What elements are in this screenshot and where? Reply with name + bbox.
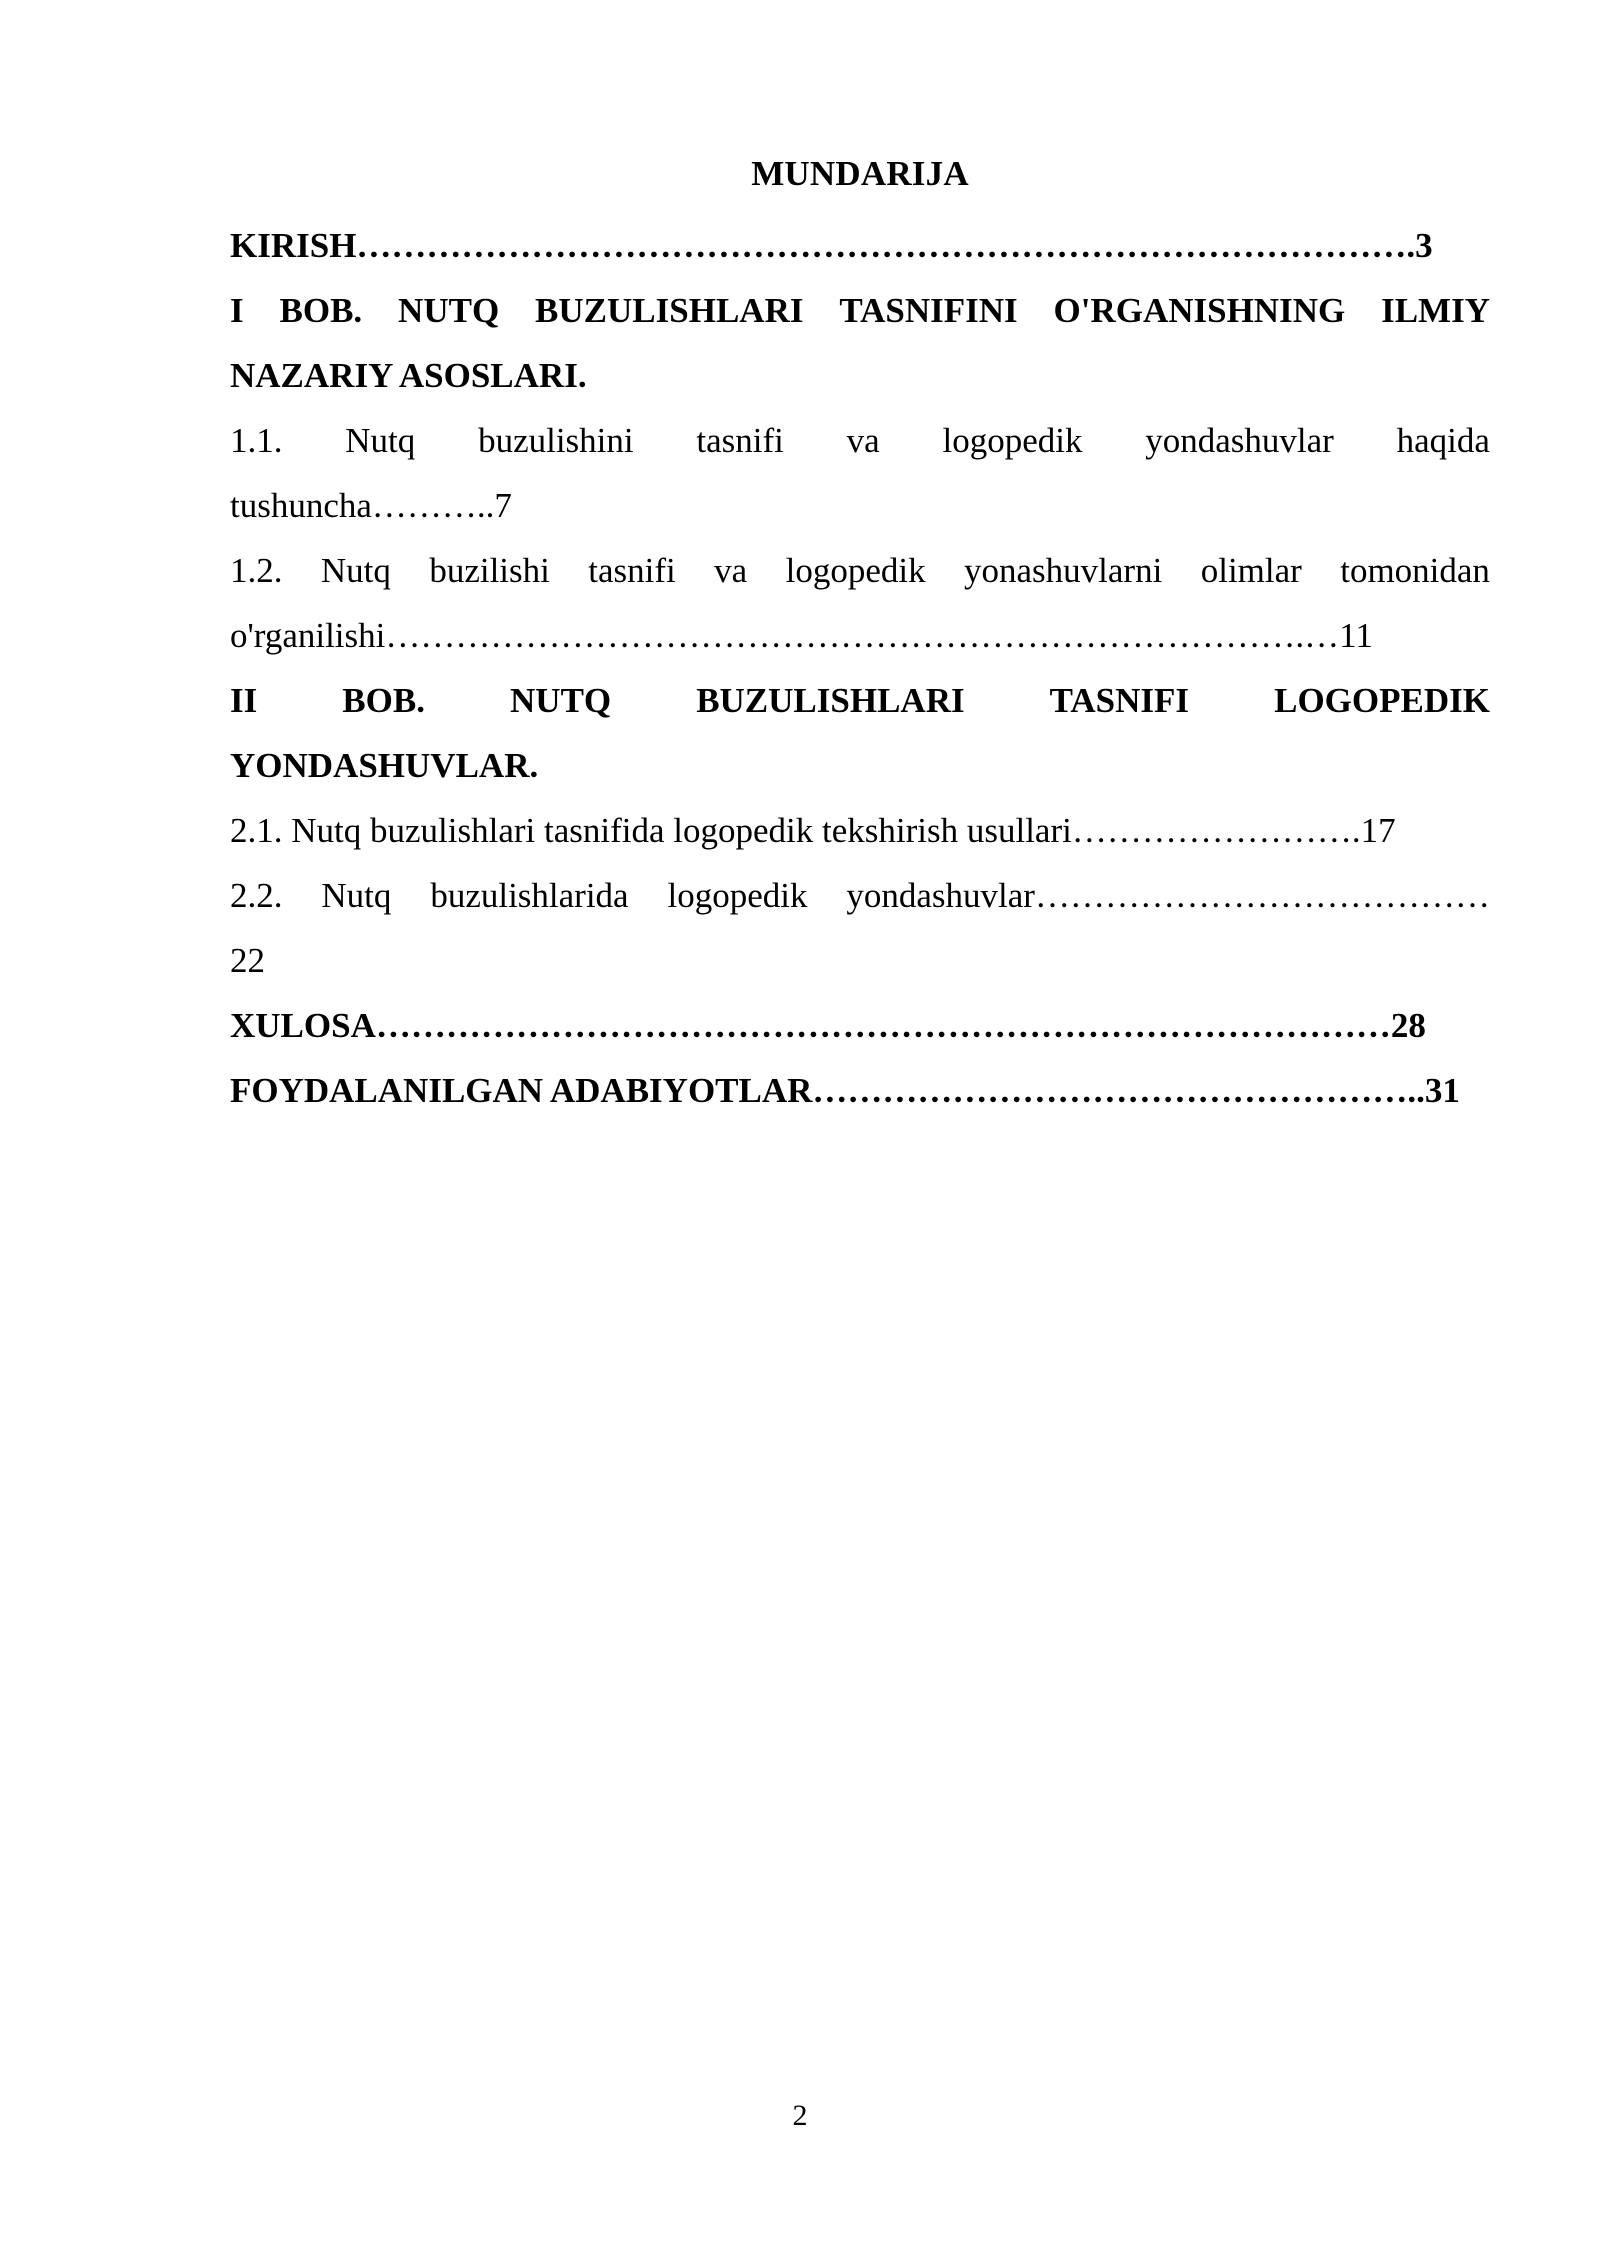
word: 1.1. bbox=[230, 421, 283, 460]
word: NUTQ bbox=[510, 681, 612, 720]
toc-title: MUNDARIJA bbox=[751, 154, 969, 193]
word: logopedik bbox=[785, 551, 926, 590]
word: BUZULISHLARI bbox=[535, 291, 804, 330]
toc-entry-section-2-1: 2.1. Nutq buzulishlari tasnifida logopedik tekshirish usullari…………………….17 bbox=[230, 811, 1396, 850]
word: olimlar bbox=[1200, 551, 1302, 590]
word: buzulishini bbox=[478, 421, 634, 460]
word: yondashuvlar bbox=[1145, 421, 1334, 460]
word: va bbox=[714, 551, 748, 590]
word: Nutq bbox=[321, 876, 392, 915]
toc-entry-xulosa: XULOSA……………………………………………………………………………28 bbox=[230, 1006, 1426, 1045]
toc-entry-chapter-2-line-1 bbox=[230, 668, 1490, 733]
toc-entry-section-2-2-line-2: 22 bbox=[230, 941, 265, 980]
word: BOB. bbox=[342, 681, 425, 720]
word: buzulishlarida bbox=[430, 876, 629, 915]
word: Nutq bbox=[345, 421, 416, 460]
word: TASNIFI bbox=[1049, 681, 1190, 720]
toc-entry-chapter-2-line-2: YONDASHUVLAR. bbox=[230, 746, 539, 785]
toc-entry-section-1-2-line-1 bbox=[230, 538, 1490, 603]
word: II bbox=[230, 681, 258, 720]
word: I bbox=[230, 291, 244, 330]
word: NUTQ bbox=[398, 291, 500, 330]
word: Nutq bbox=[320, 551, 391, 590]
word: 2.2. bbox=[230, 876, 283, 915]
word: yondashuvlar………………………………… bbox=[846, 876, 1490, 915]
word: haqida bbox=[1396, 421, 1490, 460]
toc-entry-section-1-1-line-1 bbox=[230, 408, 1490, 473]
table-of-contents bbox=[230, 148, 1490, 1123]
toc-entry-section-1-1-line-2: tushuncha………..7 bbox=[230, 486, 512, 525]
word: tasnifi bbox=[588, 551, 676, 590]
word: va bbox=[846, 421, 880, 460]
toc-entry-chapter-1-line-1 bbox=[230, 278, 1490, 343]
toc-entry-section-2-2-line-1 bbox=[230, 863, 1490, 928]
word: TASNIFINI bbox=[839, 291, 1018, 330]
word: BUZULISHLARI bbox=[696, 681, 965, 720]
toc-entry-chapter-1-line-2: NAZARIY ASOSLARI. bbox=[230, 356, 587, 395]
word: BOB. bbox=[279, 291, 363, 330]
word: ILMIY bbox=[1381, 291, 1490, 330]
word: O'RGANISHNING bbox=[1053, 291, 1346, 330]
word: buzilishi bbox=[429, 551, 550, 590]
word: logopedik bbox=[667, 876, 808, 915]
word: tomonidan bbox=[1340, 551, 1490, 590]
page-number: 2 bbox=[792, 2099, 808, 2132]
word: tasnifi bbox=[696, 421, 784, 460]
toc-entry-section-1-2-line-2: o'rganilishi…………………………………………………………………….…11 bbox=[230, 616, 1373, 655]
word: yonashuvlarni bbox=[964, 551, 1163, 590]
toc-entry-adabiyotlar: FOYDALANILGAN ADABIYOTLAR……………………………………………..31 bbox=[230, 1071, 1460, 1110]
word: LOGOPEDIK bbox=[1274, 681, 1490, 720]
word: 1.2. bbox=[230, 551, 283, 590]
toc-entry-kirish: KIRISH……………………………………………………………………………….3 bbox=[230, 226, 1433, 265]
word: logopedik bbox=[942, 421, 1083, 460]
